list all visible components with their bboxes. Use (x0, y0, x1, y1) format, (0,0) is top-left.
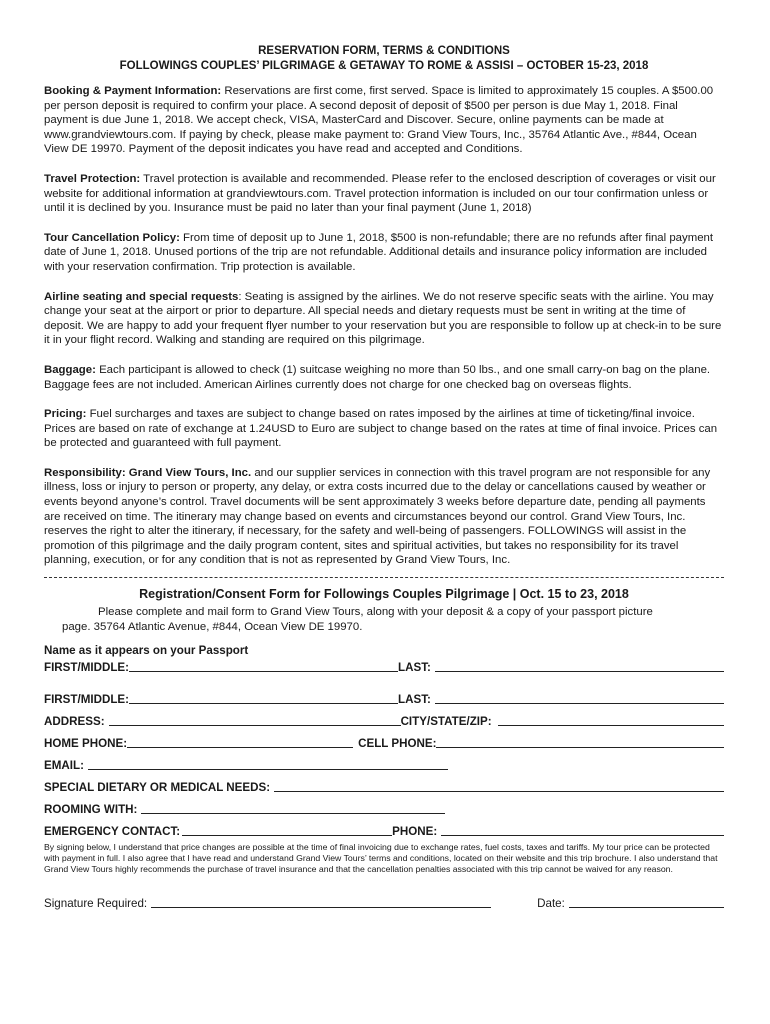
signature-row (44, 895, 724, 910)
city-state-zip-field[interactable] (498, 713, 724, 726)
cancellation-heading: Tour Cancellation Policy: (44, 231, 180, 244)
phone-label: PHONE: (392, 825, 438, 839)
pricing-heading: Pricing: (44, 408, 87, 421)
terms-section (44, 84, 724, 568)
first-middle-label-2: FIRST/MIDDLE: (44, 693, 130, 707)
dietary-row (44, 772, 724, 794)
emergency-contact-label: EMERGENCY CONTACT: (44, 825, 181, 839)
emergency-contact-field[interactable] (182, 823, 392, 836)
email-field[interactable] (88, 757, 448, 770)
document-title-line2: FOLLOWINGS COUPLES’ PILGRIMAGE & GETAWAY TO ROME & ASSISI – OCTOBER 15-23, 2018 (119, 60, 649, 72)
responsibility-paragraph (44, 466, 724, 568)
pricing-paragraph (44, 407, 724, 451)
emergency-phone-field[interactable] (441, 823, 724, 836)
first-middle-label-1: FIRST/MIDDLE: (44, 661, 130, 675)
airline-paragraph (44, 290, 724, 348)
registration-form-title: Registration/Consent Form for Followings Couples Pilgrimage | Oct. 15 to 23, 2018 (139, 587, 629, 602)
baggage-paragraph (44, 363, 724, 392)
date-field[interactable] (569, 895, 724, 908)
last-name-field-2[interactable] (435, 691, 724, 704)
registration-fields (44, 644, 724, 910)
home-phone-label: HOME PHONE: (44, 737, 128, 751)
cell-phone-label: CELL PHONE: (358, 737, 437, 751)
booking-heading: Booking & Payment Information: (44, 85, 222, 97)
airline-text: : Seating is assigned by the airlines. We do not reserve specific seats with the airline. You may change your seat at the airport or prior to departure. All special needs and dietary requests must be sent in writing at the time of deposit. We are happy to add your frequent flyer number to your reservation but you are responsible to follow up at check-in to be sure it in your flight record. Walking and standing are required on this pilgrimage. (44, 290, 722, 347)
responsibility-text: and our supplier services in connection with this travel program are not responsible for any illness, loss or injury to person or property, any delay, or extra costs incurred due to the delay or cancellations caused by weather or events beyond anyone’s control. Travel documents will be sent approximately 3 weeks before departure date, pending all payments are received on time. The itinerary may change based on events and circumstances beyond our control. Grand View Tours, Inc. reserves the right to alter the itinerary, if necessary, for the safety and well-being of passengers. FOLLOWINGS will assist in the promotion of this pilgrimage and the daily program content, sites and spiritual activities, but takes no responsibility for its travel planning, execution, or for any condition that is not as represented by Grand View Tours, Inc. (44, 466, 711, 567)
home-phone-field[interactable] (127, 735, 353, 748)
city-state-zip-label: CITY/STATE/ZIP: (400, 715, 492, 729)
pricing-text: Fuel surcharges and taxes are subject to change based on rates imposed by the airlines at time of ticketing/final invoice. Prices are based on rate of exchange at 1.24USD to Euro are subject to change based on the rates at time of final invoice. Prices can be protected and guaranteed with full payment. (44, 408, 718, 450)
passport-name-label: Name as it appears on your Passport (44, 644, 249, 658)
phone-row (44, 728, 724, 750)
last-label-2: LAST: (398, 693, 431, 707)
cell-phone-field[interactable] (436, 735, 724, 748)
date-label: Date: (537, 897, 565, 911)
travel-protection-heading: Travel Protection: (44, 172, 141, 185)
travel-protection-paragraph (44, 172, 724, 216)
email-label: EMAIL: (44, 759, 84, 773)
baggage-text: Each participant is allowed to check (1) suitcase weighing no more than 50 lbs., and one small carry-on bag on the plane. Baggage fees are not included. American Airlines currently does not charge for one checked bag on overseas flights. (44, 363, 711, 391)
email-row (44, 750, 724, 772)
instructions-line1: Please complete and mail form to Grand View Tours, along with your deposit & a copy of your passport picture (98, 606, 653, 619)
responsibility-heading: Responsibility: Grand View Tours, Inc. (44, 466, 252, 479)
first-middle-field-1[interactable] (129, 659, 398, 672)
cancellation-paragraph (44, 231, 724, 275)
signature-field[interactable] (151, 895, 491, 908)
rooming-label: ROOMING WITH: (44, 803, 138, 817)
rooming-field[interactable] (141, 801, 445, 814)
cut-line-divider (44, 577, 724, 578)
booking-text: Reservations are first come, first served. Space is limited to approximately 15 couples. A $500.00 per person deposit is required to confirm your place. A second deposit of deposit of $500 per person is due May 1, 2018. Final payment is due June 1, 2018. We accept check, VISA, MasterCard and Discover. Secure, online payments can be made at www.grandviewtours.com. If paying by check, please make payment to: Grand View Tours, Inc., 35764 Atlantic Ave., #844, Ocean View DE 19970. Payment of the deposit indicates you have read and accepted and Conditions. (44, 85, 714, 156)
emergency-row (44, 816, 724, 838)
signature-label: Signature Required: (44, 897, 148, 911)
name-row-2 (44, 674, 724, 706)
last-label-1: LAST: (398, 661, 431, 675)
name-row-1 (44, 658, 724, 674)
travel-protection-text: Travel protection is available and recommended. Please refer to the enclosed description of coverages or visit our website for additional information at grandviewtours.com. Travel protection information is included on our tour confirmation unless or until it is declined by you. Insurance must be paid no later than your final payment (June 1, 2018) (44, 172, 716, 215)
instructions-line2: page. 35764 Atlantic Avenue, #844, Ocean View DE 19970. (62, 620, 363, 633)
cancellation-text: From time of deposit up to June 1, 2018, $500 is non-refundable; there are no refunds after final payment date of June 1, 2018. Unused portions of the trip are not refundable. Additional details and insurance policy information are included with your reservation confirmation. Trip protection is available. (44, 231, 714, 273)
consent-fine-print: By signing below, I understand that price changes are possible at the time of final invoicing due to exchange rates, fuel costs, taxes and tariffs. My tour price can be protected with payment in full. I also agree that I have read and understand Grand View Tours’ terms and conditions, located on their website and this trip brochure. I also understand that Grand View Tours highly recommends the purchase of travel insurance and that the cancellation penalties associated with this trip cannot be waived for any reason. (44, 842, 718, 875)
form-instructions (44, 605, 724, 634)
document-title-line1: RESERVATION FORM, TERMS & CONDITIONS (258, 45, 510, 57)
address-row (44, 706, 724, 728)
first-middle-field-2[interactable] (129, 691, 398, 704)
address-label: ADDRESS: (44, 715, 105, 729)
last-name-field-1[interactable] (435, 659, 724, 672)
baggage-heading: Baggage: (44, 363, 96, 376)
dietary-label: SPECIAL DIETARY OR MEDICAL NEEDS: (44, 781, 271, 795)
dietary-field[interactable] (274, 779, 724, 792)
airline-heading: Airline seating and special requests (44, 290, 239, 303)
rooming-row (44, 794, 724, 816)
booking-paragraph (44, 84, 724, 157)
address-field[interactable] (109, 713, 401, 726)
